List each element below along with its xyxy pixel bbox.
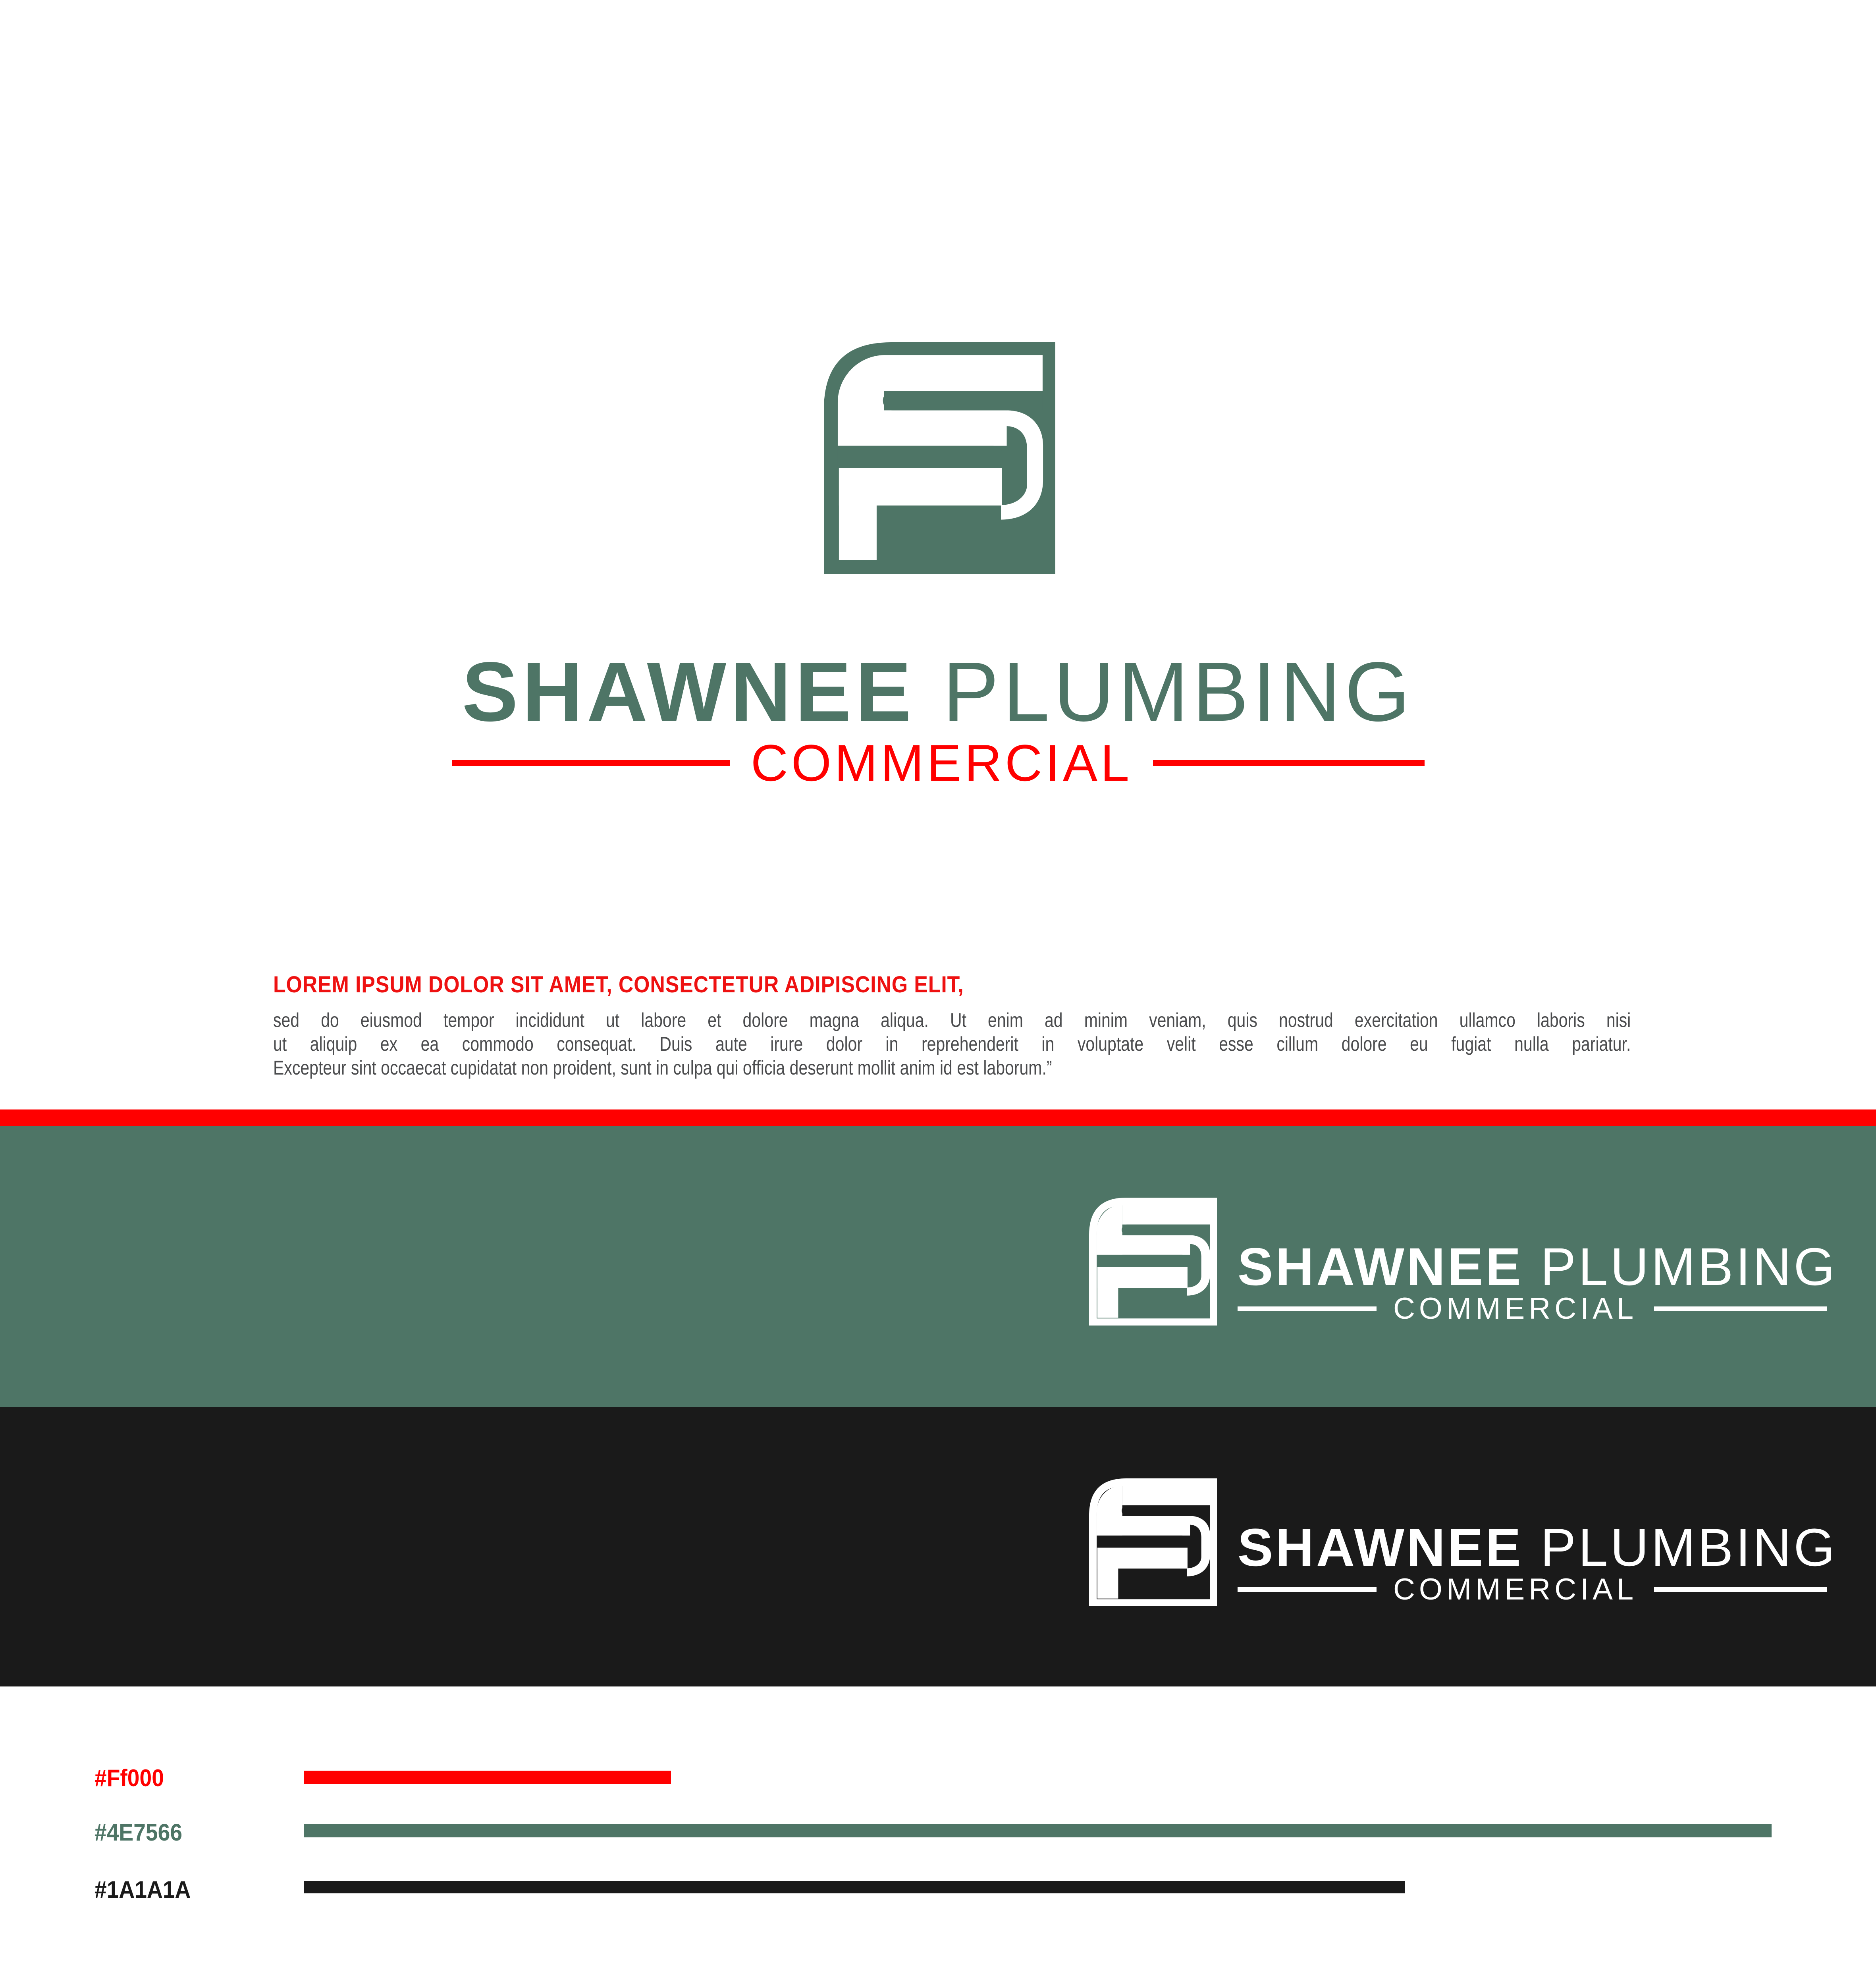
logo-text bbox=[1238, 1237, 1851, 1326]
swatch-color-bar bbox=[304, 1824, 1772, 1837]
tagline-left-rule bbox=[452, 760, 730, 766]
lorem-line: ut aliquip ex ea commodo consequat. Duis aute irure dolor in reprehenderit in voluptate velit esse cillum dolore eu fugiat nulla pariatur. bbox=[273, 1033, 1631, 1055]
banner-brand-title bbox=[1238, 1518, 1851, 1577]
tagline-left-rule bbox=[1238, 1587, 1377, 1592]
tagline-right-rule bbox=[1153, 760, 1425, 766]
banner-tagline-text: COMMERCIAL bbox=[1393, 1292, 1638, 1326]
swatch-color-bar bbox=[304, 1771, 671, 1784]
sp-monogram-icon bbox=[1089, 1198, 1217, 1326]
banner-title-shawnee: SHAWNEE bbox=[1238, 1237, 1523, 1297]
lorem-line: Excepteur sint occaecat cupidatat non proident, sunt in culpa qui officia deserunt mollit anim id est laborum.” bbox=[273, 1057, 1052, 1079]
logo-on-dark bbox=[1089, 1478, 1851, 1606]
banner-tagline-row bbox=[1238, 1574, 1851, 1605]
logo-on-green bbox=[1089, 1198, 1851, 1326]
tagline-right-rule bbox=[1654, 1306, 1827, 1311]
tagline-right-rule bbox=[1654, 1587, 1827, 1592]
lorem-heading: LOREM IPSUM DOLOR SIT AMET, CONSECTETUR ADIPISCING ELIT, bbox=[273, 972, 964, 998]
sp-monogram-icon bbox=[824, 342, 1055, 574]
lorem-block bbox=[273, 973, 1631, 1080]
logo-text bbox=[1238, 1518, 1851, 1606]
lorem-line: sed do eiusmod tempor incididunt ut labore et dolore magna aliqua. Ut enim ad minim veniam, quis nostrud exercitation ullamco laboris nisi bbox=[273, 1009, 1631, 1031]
swatch-label: #4E7566 bbox=[94, 1819, 183, 1846]
banner-tagline-row bbox=[1238, 1294, 1851, 1324]
swatch-color-bar bbox=[304, 1881, 1405, 1893]
banner-title-shawnee: SHAWNEE bbox=[1238, 1518, 1523, 1577]
sp-monogram-icon bbox=[1089, 1478, 1217, 1606]
brand-title-shawnee: SHAWNEE bbox=[462, 644, 916, 739]
red-divider-bar bbox=[0, 1109, 1876, 1126]
green-banner bbox=[0, 1126, 1876, 1407]
lorem-body bbox=[273, 1008, 1631, 1080]
brand-title-plumbing: PLUMBING bbox=[943, 644, 1414, 739]
banner-title-plumbing: PLUMBING bbox=[1540, 1518, 1837, 1577]
banner-brand-title bbox=[1238, 1237, 1851, 1297]
banner-title-plumbing: PLUMBING bbox=[1540, 1237, 1837, 1297]
banner-tagline-text: COMMERCIAL bbox=[1393, 1573, 1638, 1606]
swatch-label: #1A1A1A bbox=[94, 1876, 191, 1903]
tagline-row bbox=[452, 734, 1425, 792]
tagline-text: COMMERCIAL bbox=[750, 734, 1133, 792]
dark-banner bbox=[0, 1407, 1876, 1686]
tagline-left-rule bbox=[1238, 1306, 1377, 1311]
brand-title bbox=[0, 644, 1876, 739]
swatch-label: #Ff000 bbox=[94, 1765, 164, 1791]
